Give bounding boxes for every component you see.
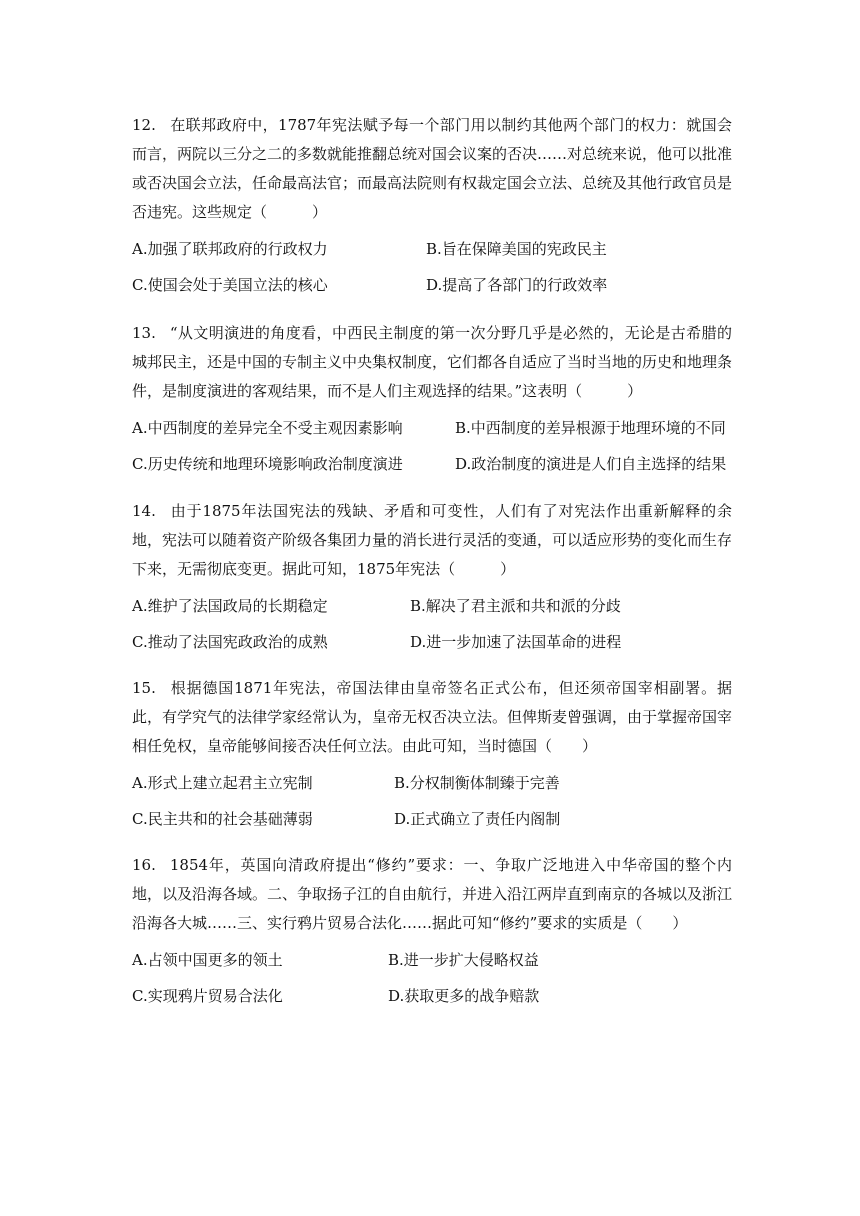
question-number: 13.	[132, 324, 156, 342]
option-a[interactable]: A.维护了法国政局的长期稳定	[132, 597, 328, 615]
question-16	[132, 851, 732, 1014]
option-c[interactable]: C.民主共和的社会基础薄弱	[132, 810, 313, 828]
option-d[interactable]: D.正式确立了责任内阁制	[394, 810, 561, 828]
option-b[interactable]: B.旨在保障美国的宪政民主	[426, 240, 607, 258]
options-row	[132, 446, 732, 482]
option-a[interactable]: A.加强了联邦政府的行政权力	[132, 240, 328, 258]
options-row	[132, 942, 732, 978]
question-13	[132, 319, 732, 482]
option-c[interactable]: C.历史传统和地理环境影响政治制度演进	[132, 455, 403, 473]
question-15	[132, 674, 732, 837]
option-d[interactable]: D.提高了各部门的行政效率	[426, 276, 608, 294]
option-b[interactable]: B.解决了君主派和共和派的分歧	[410, 597, 621, 615]
question-12	[132, 111, 732, 303]
question-text: “从文明演进的角度看，中西民主制度的第一次分野几乎是必然的，无论是古希腊的城邦民主，还是中国的专制主义中央集权制度，它们都各自适应了当时当地的历史和地理条件，是制度演进的客观结果，而不是人们主观选择的结果。”这表明（ ）	[132, 324, 733, 400]
question-text: 根据德国1871年宪法，帝国法律由皇帝签名正式公布，但还须帝国宰相副署。据此，有学究气的法律学家经常认为，皇帝无权否决立法。但俾斯麦曾强调，由于掌握帝国宰相任免权，皇帝能够间接否决任何立法。由此可知，当时德国（ ）	[132, 679, 733, 755]
question-stem	[132, 319, 732, 406]
question-stem	[132, 851, 732, 938]
option-c[interactable]: C.实现鸦片贸易合法化	[132, 987, 283, 1005]
question-text: 由于1875年法国宪法的残缺、矛盾和可变性，人们有了对宪法作出重新解释的余地，宪法可以随着资产阶级各集团力量的消长进行灵活的变通，可以适应形势的变化而生存下来，无需彻底变更。据此可知，1875年宪法（ ）	[132, 502, 733, 578]
options-row	[132, 588, 732, 624]
option-c[interactable]: C.使国会处于美国立法的核心	[132, 276, 328, 294]
question-stem	[132, 674, 732, 761]
options-row	[132, 410, 732, 446]
options-row	[132, 624, 732, 660]
question-stem	[132, 497, 732, 584]
options-row	[132, 267, 732, 303]
question-number: 14.	[132, 502, 156, 520]
question-stem	[132, 111, 732, 227]
question-text: 1854年，英国向清政府提出“修约”要求：一、争取广泛地进入中华帝国的整个内地，以及沿海各域。二、争取扬子江的自由航行，并进入沿江两岸直到南京的各城以及浙江沿海各大城……三、实行鸦片贸易合法化……据此可知“修约”要求的实质是（ ）	[132, 856, 733, 932]
option-a[interactable]: A.形式上建立起君主立宪制	[132, 774, 313, 792]
options-row	[132, 231, 732, 267]
options-row	[132, 765, 732, 801]
question-text: 在联邦政府中，1787年宪法赋予每一个部门用以制约其他两个部门的权力：就国会而言，两院以三分之二的多数就能推翻总统对国会议案的否决……对总统来说，他可以批准或否决国会立法，任命最高法官；而最高法院则有权裁定国会立法、总统及其他行政官员是否违宪。这些规定（ ）	[132, 116, 733, 221]
options-row	[132, 978, 732, 1014]
option-a[interactable]: A.占领中国更多的领土	[132, 951, 283, 969]
question-14	[132, 497, 732, 660]
question-number: 12.	[132, 116, 156, 134]
option-b[interactable]: B.中西制度的差异根源于地理环境的不同	[455, 419, 726, 437]
option-d[interactable]: D.进一步加速了法国革命的进程	[410, 633, 622, 651]
option-b[interactable]: B.分权制衡体制臻于完善	[394, 774, 560, 792]
question-number: 16.	[132, 856, 156, 874]
option-c[interactable]: C.推动了法国宪政政治的成熟	[132, 633, 328, 651]
option-d[interactable]: D.获取更多的战争赔款	[388, 987, 540, 1005]
option-a[interactable]: A.中西制度的差异完全不受主观因素影响	[132, 419, 403, 437]
option-d[interactable]: D.政治制度的演进是人们自主选择的结果	[455, 455, 727, 473]
option-b[interactable]: B.进一步扩大侵略权益	[388, 951, 539, 969]
options-row	[132, 801, 732, 837]
question-number: 15.	[132, 679, 156, 697]
